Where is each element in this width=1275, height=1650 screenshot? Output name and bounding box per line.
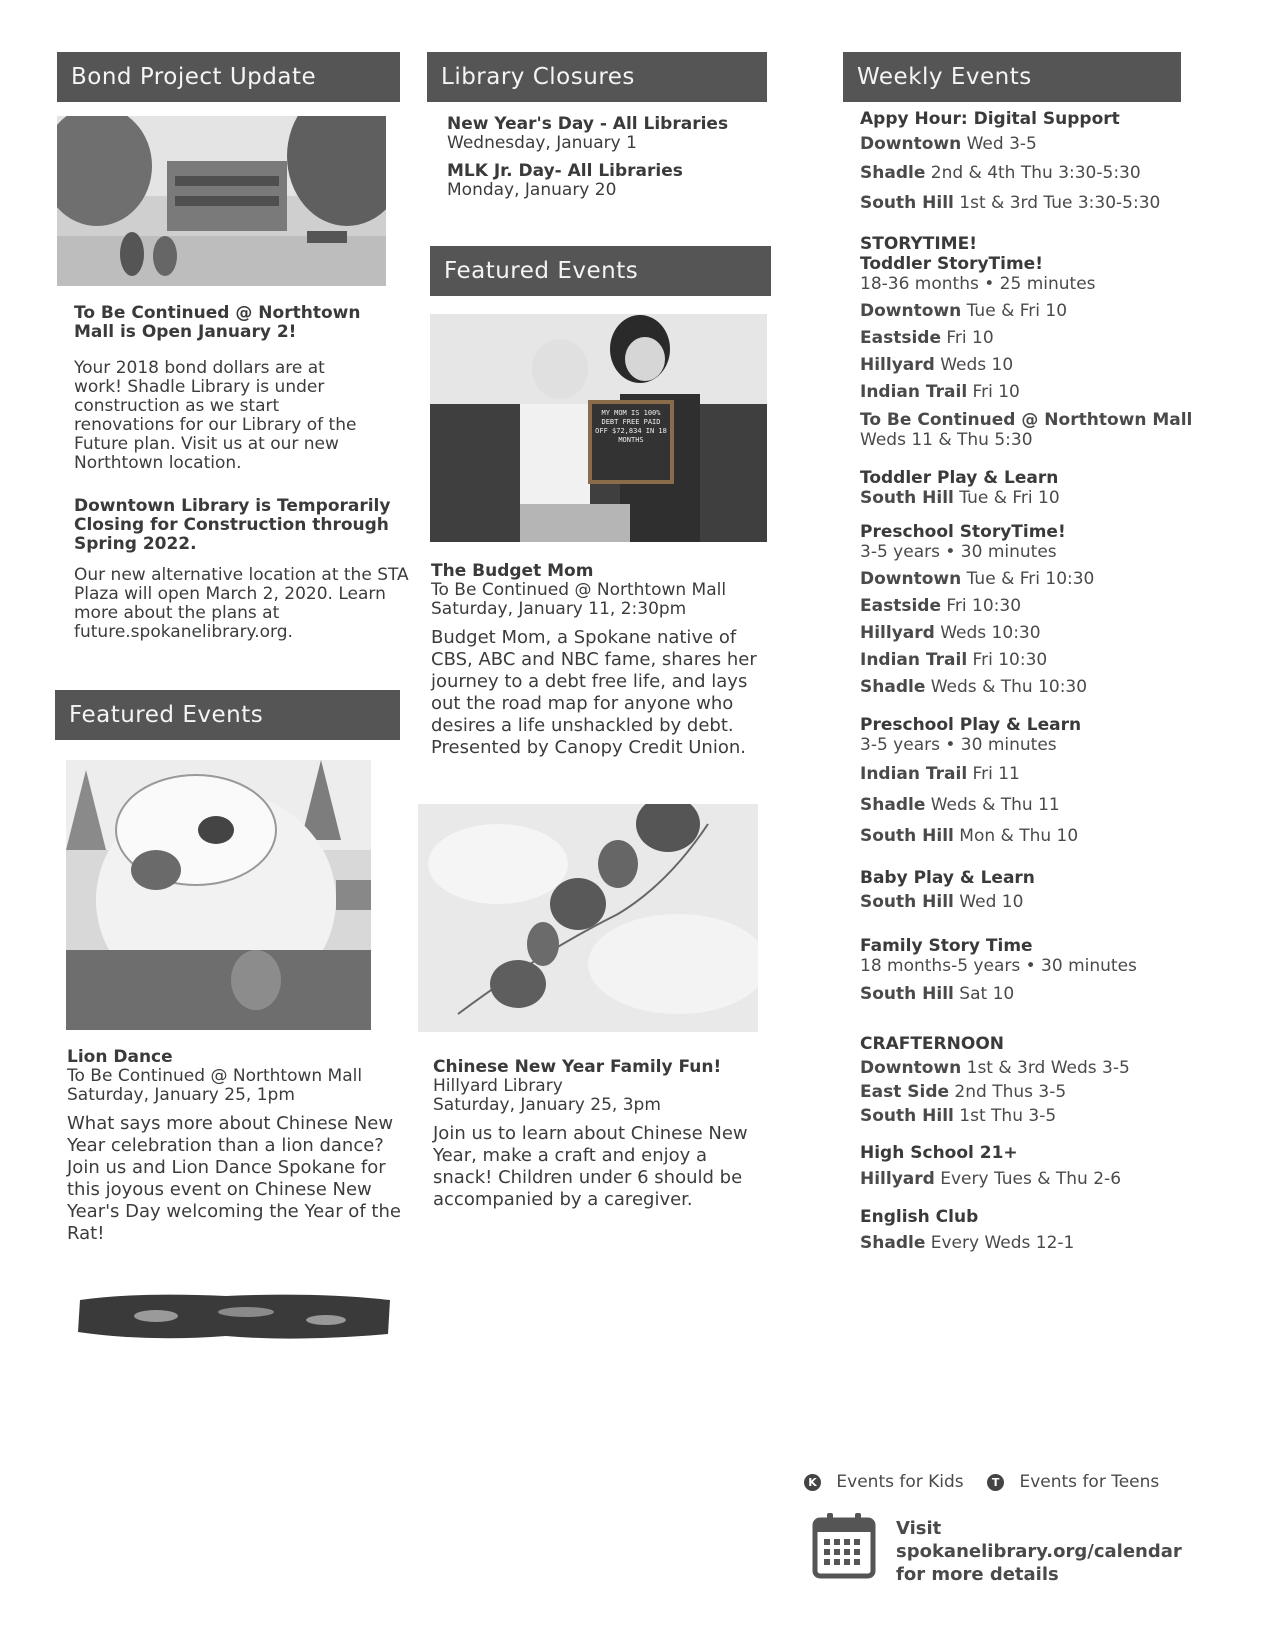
visit-calendar [896, 1517, 1182, 1586]
budget-mom-date: Saturday, January 11, 2:30pm [431, 599, 687, 619]
schedule-row [860, 158, 1160, 188]
schedule-row [860, 488, 1060, 508]
toddler-play-section [860, 468, 1060, 508]
baby-play-section [860, 868, 1035, 912]
location: Indian Trail [860, 650, 968, 670]
time: Fri 10 [940, 328, 994, 348]
schedule-row [860, 674, 1094, 701]
closure-title: New Year's Day - All Libraries [447, 114, 729, 134]
cny-location: Hillyard Library [433, 1076, 563, 1096]
time: Every Tues & Thu 2-6 [934, 1169, 1122, 1189]
schedule-row [860, 1104, 1130, 1128]
schedule-row [860, 1056, 1130, 1080]
time: Every Weds 12-1 [925, 1233, 1075, 1253]
family-story-section [860, 936, 1137, 1004]
time: Tue & Fri 10 [953, 488, 1060, 508]
time: Tue & Fri 10 [961, 301, 1068, 321]
family-story-ages: 18 months-5 years • 30 minutes [860, 956, 1137, 976]
lion-dance-body: What says more about Chinese New Year celebration than a lion dance? Join us and Lion Dance Spokane for this joyous event on Chinese New Year's Day welcoming the Year of the Rat! [67, 1113, 401, 1244]
schedule-row [860, 379, 1192, 406]
location: Downtown [860, 569, 962, 589]
crafternoon-title: CRAFTERNOON [860, 1034, 1004, 1054]
location: South Hill [860, 984, 954, 1004]
location: South Hill [860, 1106, 954, 1126]
closure-item-1 [447, 115, 767, 153]
schedule-row [860, 325, 1192, 352]
family-story-title: Family Story Time [860, 936, 1033, 956]
northtown-open-title: To Be Continued @ Northtown Mall is Open January 2! [74, 303, 361, 342]
location: To Be Continued @ Northtown Mall [860, 410, 1193, 430]
cny-title: Chinese New Year Family Fun! [433, 1057, 722, 1077]
library-construction-photo [57, 116, 386, 286]
location: Shadle [860, 163, 926, 183]
visit-line-3: for more details [896, 1564, 1059, 1585]
budget-mom-title: The Budget Mom [431, 561, 594, 581]
baby-play-title: Baby Play & Learn [860, 868, 1035, 888]
lion-dance-photo [66, 760, 371, 1030]
schedule-row [860, 647, 1094, 674]
high-school-section [860, 1143, 1121, 1189]
preschool-play-section [860, 715, 1081, 852]
location: Indian Trail [860, 764, 968, 784]
time: Weds 11 & Thu 5:30 [860, 430, 1033, 450]
time: Tue & Fri 10:30 [961, 569, 1095, 589]
northtown-open-body: Your 2018 bond dollars are at work! Shadle Library is under construction as we start renovations for our Library of the Future plan. Visit us at our new Northtown location. [74, 358, 357, 473]
time: Fri 10:30 [940, 596, 1022, 616]
location: Downtown [860, 134, 962, 154]
location: South Hill [860, 193, 954, 213]
kids-icon: K [804, 1474, 821, 1491]
visit-line-1: Visit [896, 1518, 942, 1539]
calendar-icon [812, 1512, 876, 1580]
location: Eastside [860, 328, 941, 348]
closure-item-2 [447, 162, 767, 200]
location: Hillyard [860, 355, 935, 375]
cny-body: Join us to learn about Chinese New Year, make a craft and enjoy a snack! Children under 6 should be accompanied by a caregiver. [433, 1123, 748, 1210]
toddler-storytime-ages: 18-36 months • 25 minutes [860, 274, 1096, 294]
schedule-row [860, 1169, 1121, 1189]
time: Weds & Thu 10:30 [925, 677, 1088, 697]
lion-dance-date: Saturday, January 25, 1pm [67, 1085, 295, 1105]
library-closures-header: Library Closures [427, 52, 767, 102]
budget-mom-body: Budget Mom, a Spokane native of CBS, ABC and NBC fame, shares her journey to a debt free life, and lays out the road map for anyone who desires a life unshackled by debt. Presented by Canopy Credit Union. [431, 627, 757, 758]
preschool-storytime-section [860, 522, 1094, 701]
time: 1st & 3rd Weds 3-5 [961, 1058, 1130, 1078]
closure-date: Wednesday, January 1 [447, 133, 637, 153]
time: Fri 11 [967, 764, 1020, 784]
preschool-play-ages: 3-5 years • 30 minutes [860, 735, 1057, 755]
preschool-storytime-ages: 3-5 years • 30 minutes [860, 542, 1057, 562]
teens-icon: T [987, 1474, 1004, 1491]
budget-mom-info [431, 562, 771, 619]
schedule-row [860, 410, 1192, 450]
preschool-play-title: Preschool Play & Learn [860, 715, 1082, 735]
lion-dance-location: To Be Continued @ Northtown Mall [67, 1066, 363, 1086]
crafternoon-section [860, 1034, 1130, 1128]
location: Indian Trail [860, 382, 968, 402]
featured-events-header-2: Featured Events [430, 246, 771, 296]
schedule-row [860, 984, 1137, 1004]
time: 2nd & 4th Thu 3:30-5:30 [925, 163, 1141, 183]
kids-legend-label: Events for Kids [836, 1472, 964, 1492]
schedule-row [860, 352, 1192, 379]
letterboard-text: MY MOM IS 100% DEBT FREE PAID OFF $72,834 IN 18 MONTHS [595, 409, 667, 444]
lion-dance-info [67, 1048, 407, 1105]
location: Shadle [860, 795, 926, 815]
location: Shadle [860, 1233, 926, 1253]
english-club-section [860, 1207, 1074, 1253]
schedule-row [860, 131, 1160, 158]
cny-date: Saturday, January 25, 3pm [433, 1095, 661, 1115]
schedule-row [860, 1233, 1074, 1253]
lion-dance-title: Lion Dance [67, 1047, 173, 1067]
preschool-storytime-title: Preschool StoryTime! [860, 522, 1066, 542]
downtown-closing-body: Our new alternative location at the STA Plaza will open March 2, 2020. Learn more about the plans at future.spokanelibrary.org. [74, 565, 409, 642]
time: 2nd Thus 3-5 [949, 1082, 1067, 1102]
teens-legend-label: Events for Teens [1019, 1472, 1160, 1492]
time: Sat 10 [953, 984, 1015, 1004]
english-club-title: English Club [860, 1207, 979, 1227]
location: Hillyard [860, 623, 935, 643]
time: 1st Thu 3-5 [953, 1106, 1057, 1126]
location: South Hill [860, 826, 954, 846]
location: Downtown [860, 301, 962, 321]
weekly-events-header: Weekly Events [843, 52, 1181, 102]
location: South Hill [860, 892, 954, 912]
downtown-closing-title: Downtown Library is Temporarily Closing for Construction through Spring 2022. [74, 496, 391, 554]
schedule-row [860, 790, 1081, 821]
closure-title: MLK Jr. Day- All Libraries [447, 161, 683, 181]
storytime-section [860, 234, 1192, 450]
location: South Hill [860, 488, 954, 508]
toddler-storytime-title: Toddler StoryTime! [860, 254, 1043, 274]
high-school-title: High School 21+ [860, 1143, 1018, 1163]
brush-stroke-decoration [76, 1290, 394, 1342]
schedule-row [860, 566, 1094, 593]
schedule-row [860, 1080, 1130, 1104]
time: Fri 10 [967, 382, 1020, 402]
time: Wed 10 [953, 892, 1024, 912]
location: East Side [860, 1082, 950, 1102]
location: Hillyard [860, 1169, 935, 1189]
schedule-row [860, 620, 1094, 647]
closure-date: Monday, January 20 [447, 180, 617, 200]
schedule-row [860, 188, 1160, 218]
storytime-title: STORYTIME! [860, 234, 977, 254]
location: Shadle [860, 677, 926, 697]
time: Weds 10 [934, 355, 1014, 375]
location: Eastside [860, 596, 941, 616]
schedule-row [860, 892, 1035, 912]
calendar-link[interactable]: spokanelibrary.org/calendar [896, 1541, 1182, 1562]
time: 1st & 3rd Tue 3:30-5:30 [953, 193, 1161, 213]
legend [804, 1471, 1159, 1493]
time: Wed 3-5 [961, 134, 1037, 154]
time: Mon & Thu 10 [953, 826, 1079, 846]
toddler-play-title: Toddler Play & Learn [860, 468, 1059, 488]
schedule-row [860, 821, 1081, 852]
time: Fri 10:30 [967, 650, 1048, 670]
appy-hour-title: Appy Hour: Digital Support [860, 109, 1120, 129]
schedule-row [860, 759, 1081, 790]
schedule-row [860, 298, 1192, 325]
bond-header: Bond Project Update [57, 52, 400, 102]
time: Weds & Thu 11 [925, 795, 1060, 815]
budget-mom-location: To Be Continued @ Northtown Mall [431, 580, 727, 600]
location: Downtown [860, 1058, 962, 1078]
schedule-row [860, 593, 1094, 620]
cny-info [433, 1058, 773, 1115]
featured-events-header-1: Featured Events [55, 690, 400, 740]
lanterns-photo [418, 804, 758, 1032]
time: Weds 10:30 [934, 623, 1041, 643]
appy-hour-section [860, 107, 1160, 218]
